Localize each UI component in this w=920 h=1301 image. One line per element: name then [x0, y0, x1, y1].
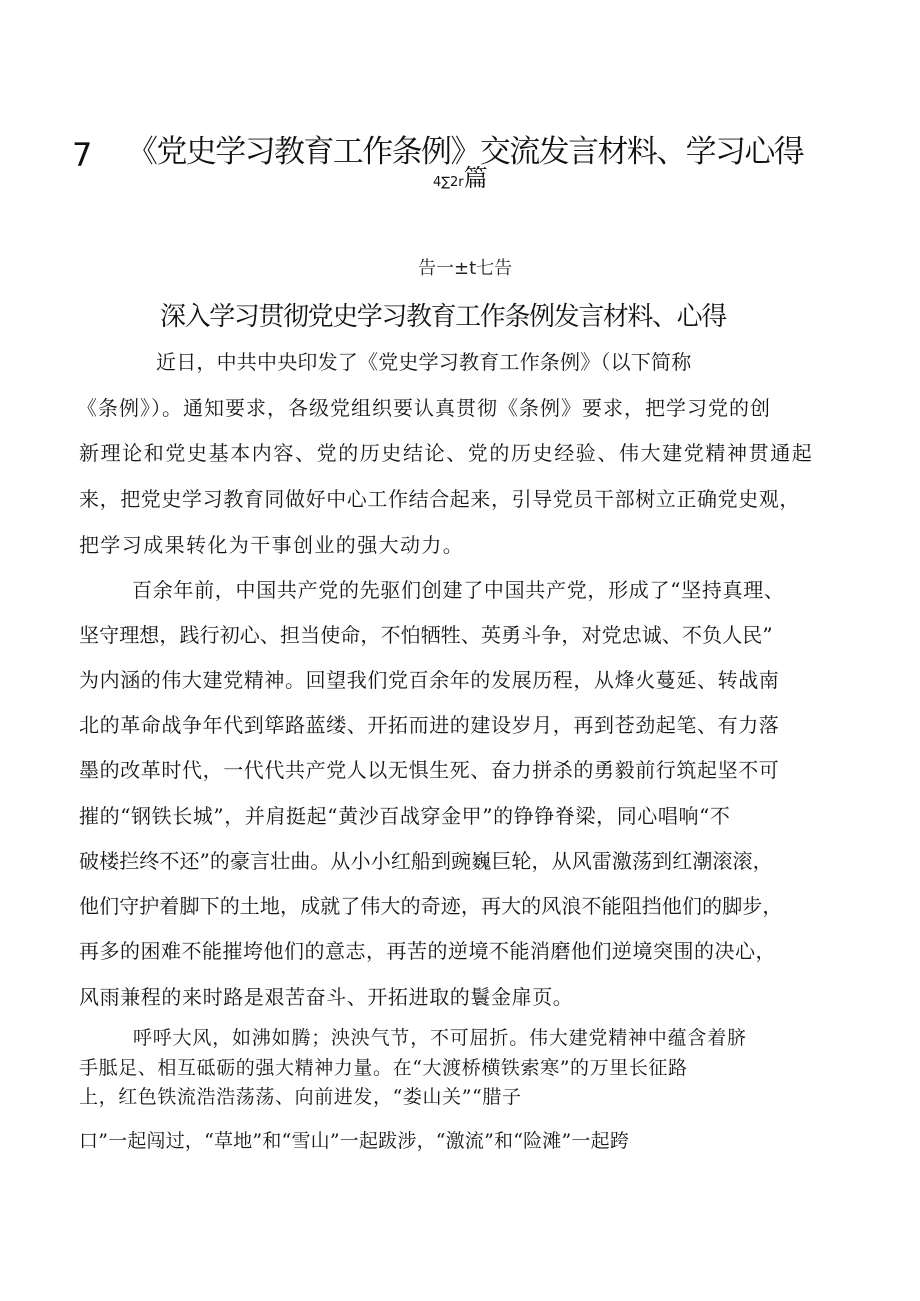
body-line: 他们守护着脚下的土地，成就了伟大的奇迹，再大的风浪不能阻挡他们的脚步，	[79, 894, 783, 918]
body-line: 风雨兼程的来时路是艰苦奋斗、开拓进取的鬟金扉页。	[79, 985, 574, 1009]
body-line: 把学习成果转化为干事创业的强大动力。	[79, 533, 465, 557]
body-line: 坚守理想，践行初心、担当使命，不怕牺牲、英勇斗争，对党忠诚、不负人民”	[79, 623, 773, 647]
body-line: 来，把党史学习教育同做好中心工作结合起来，引导党员干部树立正确党史观，	[79, 487, 800, 511]
body-line: 近日，中共中央印发了《党史学习教育工作条例》（以下简称	[156, 350, 692, 374]
title-artifact-small: 4∑2r	[433, 175, 464, 190]
body-line: 手胝足、相互砥砺的强大精神力量。在“大渡桥横铁索寒”的万里长征路	[79, 1057, 688, 1079]
section-heading: 深入学习贯彻党史学习教育工作条例发言材料、心得	[160, 302, 726, 332]
body-line: 上，红色铁流浩浩荡荡、向前进发，“娄山关”“腊子	[79, 1086, 522, 1108]
body-line: 新理论和党史基本内容、党的历史结论、党的历史经验、伟大建党精神贯通起	[79, 441, 814, 465]
body-line: 破楼拦终不还”的豪言壮曲。从小小红船到豌巍巨轮，从风雷激荡到红潮滚滚，	[79, 849, 773, 873]
body-line: 摧的“钢铁长城”，并肩挺起“黄沙百战穿金甲”的铮铮脊梁，同心唱响“不	[79, 804, 731, 828]
body-line: 百余年前，中国共产党的先驱们创建了中国共产党，形成了“坚持真理、	[132, 578, 785, 602]
body-line: 为内涵的伟大建党精神。回望我们党百余年的发展历程，从烽火蔓延、转战南	[79, 668, 780, 692]
page-number-marker: 7	[72, 136, 93, 174]
body-line: 《条例》）。通知要求，各级党组织要认真贯彻《条例》要求，把学习党的创	[77, 396, 771, 420]
title-artifact-large: 篇	[463, 164, 488, 192]
body-line: 口”一起闯过，“草地”和“雪山”一起跋涉，“激流”和“险滩”一起跨	[79, 1130, 630, 1152]
part-label: 告一±t七告	[418, 258, 513, 279]
body-line: 呼呼大风，如沸如腾；泱泱气节，不可屈折。伟大建党精神中蕴含着脐	[133, 1027, 747, 1049]
body-line: 墨的改革时代，一代代共产党人以无惧生死、奋力拼杀的勇毅前行筑起坚不可	[79, 758, 780, 782]
title-artifact	[433, 158, 488, 193]
body-line: 再多的困难不能摧垮他们的意志，再苦的逆境不能消磨他们逆境突围的决心，	[79, 939, 776, 963]
document-title: 《党史学习教育工作条例》交流发言材料、学习心得	[127, 134, 804, 170]
body-line: 北的革命战争年代到筚路蓝缕、开拓而进的建设岁月，再到苍劲起笔、有力落	[79, 713, 780, 737]
